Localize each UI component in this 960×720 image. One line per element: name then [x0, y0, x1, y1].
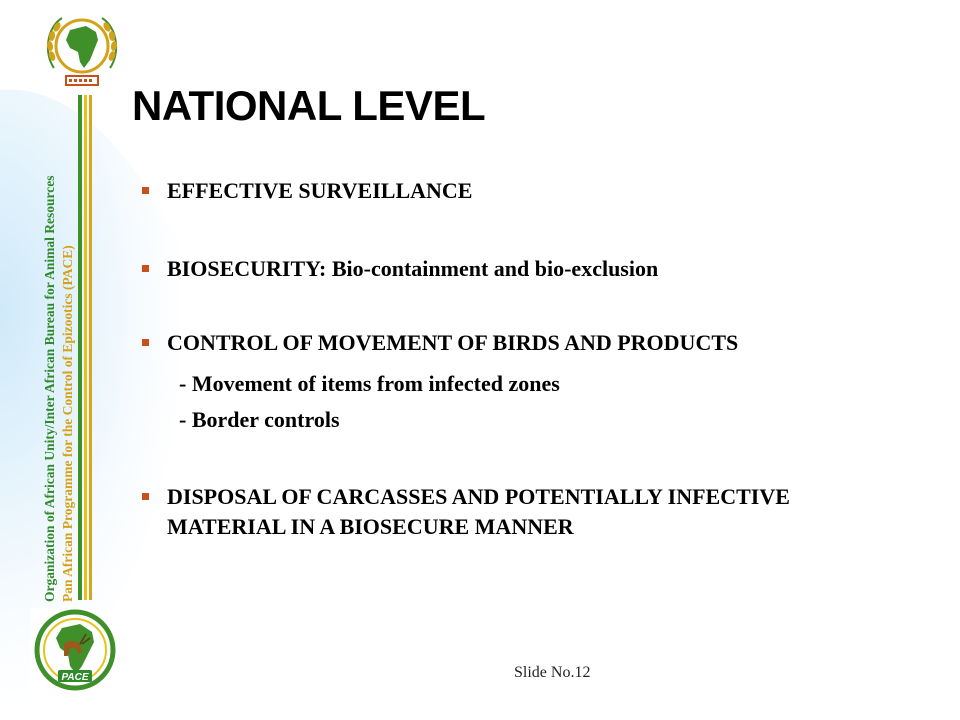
- gold-stripe: [89, 95, 92, 600]
- organization-line-2: Pan African Programme for the Control of Epizootics (PACE): [60, 245, 75, 602]
- slide-number: Slide No.12: [514, 664, 591, 681]
- pace-logo-icon: [30, 608, 120, 694]
- green-stripe: [78, 95, 82, 600]
- yellow-stripe: [84, 95, 87, 600]
- bullet-text: BIOSECURITY: Bio-containment and bio-exclusion: [167, 256, 659, 281]
- slide-title: NATIONAL LEVEL: [132, 82, 486, 129]
- bullet-marker: [142, 339, 149, 346]
- oau-emblem-icon: [40, 6, 124, 92]
- bullet-marker: [142, 187, 149, 194]
- bullet-text: EFFECTIVE SURVEILLANCE: [167, 178, 473, 203]
- bullet-marker: [142, 493, 149, 500]
- bullet-text: DISPOSAL OF CARCASSES AND POTENTIALLY INFECTIVE MATERIAL IN A BIOSECURE MANNER: [167, 484, 790, 539]
- pace-logo-text: PACE: [61, 672, 89, 683]
- bullet-text: CONTROL OF MOVEMENT OF BIRDS AND PRODUCTS: [167, 330, 739, 355]
- subitem-movement-of-items: - Movement of items from infected zones: [179, 371, 560, 396]
- bullet-marker: [142, 265, 149, 272]
- subitem-border-controls: - Border controls: [179, 407, 340, 432]
- organization-line-1: Organization of African Unity/Inter African Bureau for Animal Resources: [42, 175, 57, 602]
- pace-logo: [30, 608, 120, 694]
